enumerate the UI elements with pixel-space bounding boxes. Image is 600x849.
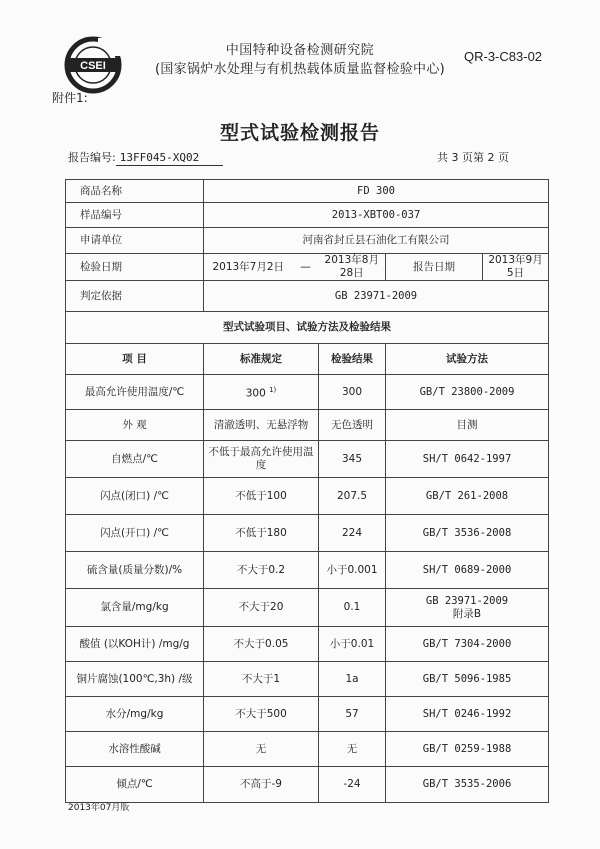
standard-cell [204,732,319,767]
result-cell [319,627,386,662]
item-cell [66,552,204,589]
product-name-value: FD 300 [204,180,549,203]
item-text: 倾点/℃ [116,778,153,790]
col-header-result: 检验结果 [319,344,386,375]
report-table [65,179,549,803]
standard-cell [204,515,319,552]
report-date-label: 报告日期 [386,254,483,281]
standard-cell [204,627,319,662]
method-cell [386,375,549,410]
report-number [68,149,223,166]
item-text: 硫含量(质量分数)/% [86,563,183,576]
item-cell [66,697,204,732]
result-text: 小于0.01 [329,637,375,650]
result-text: 1a [345,672,359,685]
table-row [66,662,549,697]
item-text: 酸值 (以KOH计) /mg/g [79,637,190,650]
table-row [66,552,549,589]
method-text: 目测 [456,418,478,431]
page-title: 型式试验检测报告 [219,122,380,144]
method-cell [386,662,549,697]
table-row [66,627,549,662]
method-cell [386,767,549,803]
applicant-value: 河南省封丘县石油化工有限公司 [204,228,549,254]
standard-cell [204,478,319,515]
table-row [66,767,549,803]
applicant-label: 申请单位 [66,228,204,254]
sample-no-value: 2013-XBT00-037 [204,203,549,228]
col-header-item: 项 目 [66,344,204,375]
footer-version: 2013年07月版 [68,803,130,813]
report-number-label: 报告编号: [68,151,116,164]
standard-cell [204,375,319,410]
method-text: GB/T 23800-2009 [419,385,515,398]
item-cell [66,410,204,441]
standard-text: 不大于20 [238,601,284,613]
result-cell [319,441,386,478]
standard-text: 不大于0.05 [233,637,289,650]
org-name: 中国特种设备检测研究院 [225,43,375,58]
result-text: 57 [345,707,359,720]
method-text: SH/T 0246-1992 [422,707,512,720]
col-header-method: 试验方法 [386,344,549,375]
basis-value: GB 23971-2009 [204,281,549,312]
method-cell [386,732,549,767]
result-cell [319,767,386,803]
method-cell [386,441,549,478]
result-text: 300 [341,385,363,398]
item-cell [66,627,204,662]
standard-cell [204,662,319,697]
result-text: 无 [346,742,358,755]
standard-cell [204,589,319,627]
standard-text: 无 [255,742,267,755]
test-date-to: 2013年8月28日 [319,254,386,281]
standard-text: 不低于180 [235,526,287,539]
table-row [66,410,549,441]
result-cell [319,375,386,410]
sample-no-label: 样品编号 [66,203,204,228]
standard-text: 不大于1 [241,672,281,685]
item-text: 自燃点/℃ [111,452,158,465]
standard-text: 不低于最高允许使用温度 [208,446,314,471]
col-header-standard: 标准规定 [204,344,319,375]
standard-text: 不高于-9 [240,778,282,790]
test-date-from: 2013年7月2日 [204,254,293,281]
result-text: 207.5 [336,489,368,502]
method-text: GB/T 7304-2000 [422,637,512,650]
standard-cell [204,552,319,589]
method-text: GB/T 261-2008 [425,489,509,502]
method-cell [386,515,549,552]
standard-cell [204,441,319,478]
result-text: -24 [343,778,361,790]
edge-stamp-mark [580,405,600,437]
method-text: GB/T 0259-1988 [422,742,512,755]
form-code: QR-3-C83-02 [464,49,543,64]
method-cell [386,552,549,589]
item-cell [66,589,204,627]
standard-text: 清澈透明、无悬浮物 [213,418,309,431]
product-name-label: 商品名称 [66,180,204,203]
table-row [66,375,549,410]
method-cell [386,589,549,627]
test-date-label: 检验日期 [66,254,204,281]
standard-text: 不大于500 [235,707,287,720]
result-cell [319,662,386,697]
table-row [66,589,549,627]
report-number-value: 13FF045-XQ02 [116,151,223,166]
table-row [66,697,549,732]
method-appendix-text: 附录B [452,607,482,620]
item-text: 外 观 [122,418,147,431]
test-date-separator: — [293,254,319,281]
footnote-mark: 1) [269,385,277,394]
method-text: GB 23971-2009 [425,594,509,607]
result-cell [319,410,386,441]
table-row [66,515,549,552]
method-text: GB/T 3536-2008 [422,526,512,539]
item-cell [66,478,204,515]
item-cell [66,375,204,410]
standard-text: 300 [245,387,266,400]
column-header-row [66,344,549,375]
result-cell [319,478,386,515]
logo-text: CSEI [80,60,106,72]
method-text: SH/T 0689-2000 [422,563,512,576]
item-text: 氯含量/mg/kg [100,601,169,613]
standard-cell [204,767,319,803]
info-row-basis [66,281,549,312]
item-cell [66,441,204,478]
result-cell [319,552,386,589]
result-text: 345 [341,452,363,465]
section-title-row [66,312,549,344]
info-row-sample [66,203,549,228]
table-row [66,478,549,515]
result-text: 0.1 [343,601,361,613]
result-text: 小于0.001 [326,563,378,576]
item-text: 闪点(开口) /℃ [100,526,169,539]
info-row-applicant [66,228,549,254]
item-cell [66,767,204,803]
table-row [66,441,549,478]
method-text: GB/T 3535-2006 [422,778,512,790]
standard-cell [204,410,319,441]
standard-text: 不低于100 [235,489,287,502]
result-text: 224 [341,526,363,539]
method-text: SH/T 0642-1997 [422,452,512,465]
item-text: 水分/mg/kg [105,707,164,720]
result-cell [319,697,386,732]
result-rows [66,375,549,803]
item-cell [66,732,204,767]
item-text: 最高允许使用温度/℃ [84,385,185,398]
section-title: 型式试验项目、试验方法及检验结果 [66,312,549,344]
item-text: 铜片腐蚀(100℃,3h) /级 [76,672,193,685]
item-text: 闪点(闭口) /℃ [100,489,169,502]
method-cell [386,697,549,732]
info-row-dates [66,254,549,281]
standard-text: 不大于0.2 [236,563,286,576]
method-text: GB/T 5096-1985 [422,672,512,685]
result-cell [319,732,386,767]
table-row [66,732,549,767]
standard-cell [204,697,319,732]
result-text: 无色透明 [331,418,373,431]
report-date-value: 2013年9月5日 [483,254,549,281]
result-cell [319,589,386,627]
attachment-label: 附件1: [52,91,88,105]
page-info: 共 3 页第 2 页 [437,151,509,164]
method-cell [386,627,549,662]
item-cell [66,515,204,552]
basis-label: 判定依据 [66,281,204,312]
method-cell [386,410,549,441]
result-cell [319,515,386,552]
item-text: 水溶性酸碱 [108,742,161,755]
info-row-product [66,180,549,203]
method-cell [386,478,549,515]
item-cell [66,662,204,697]
org-subname: (国家锅炉水处理与有机热载体质量监督检验中心) [154,62,446,77]
